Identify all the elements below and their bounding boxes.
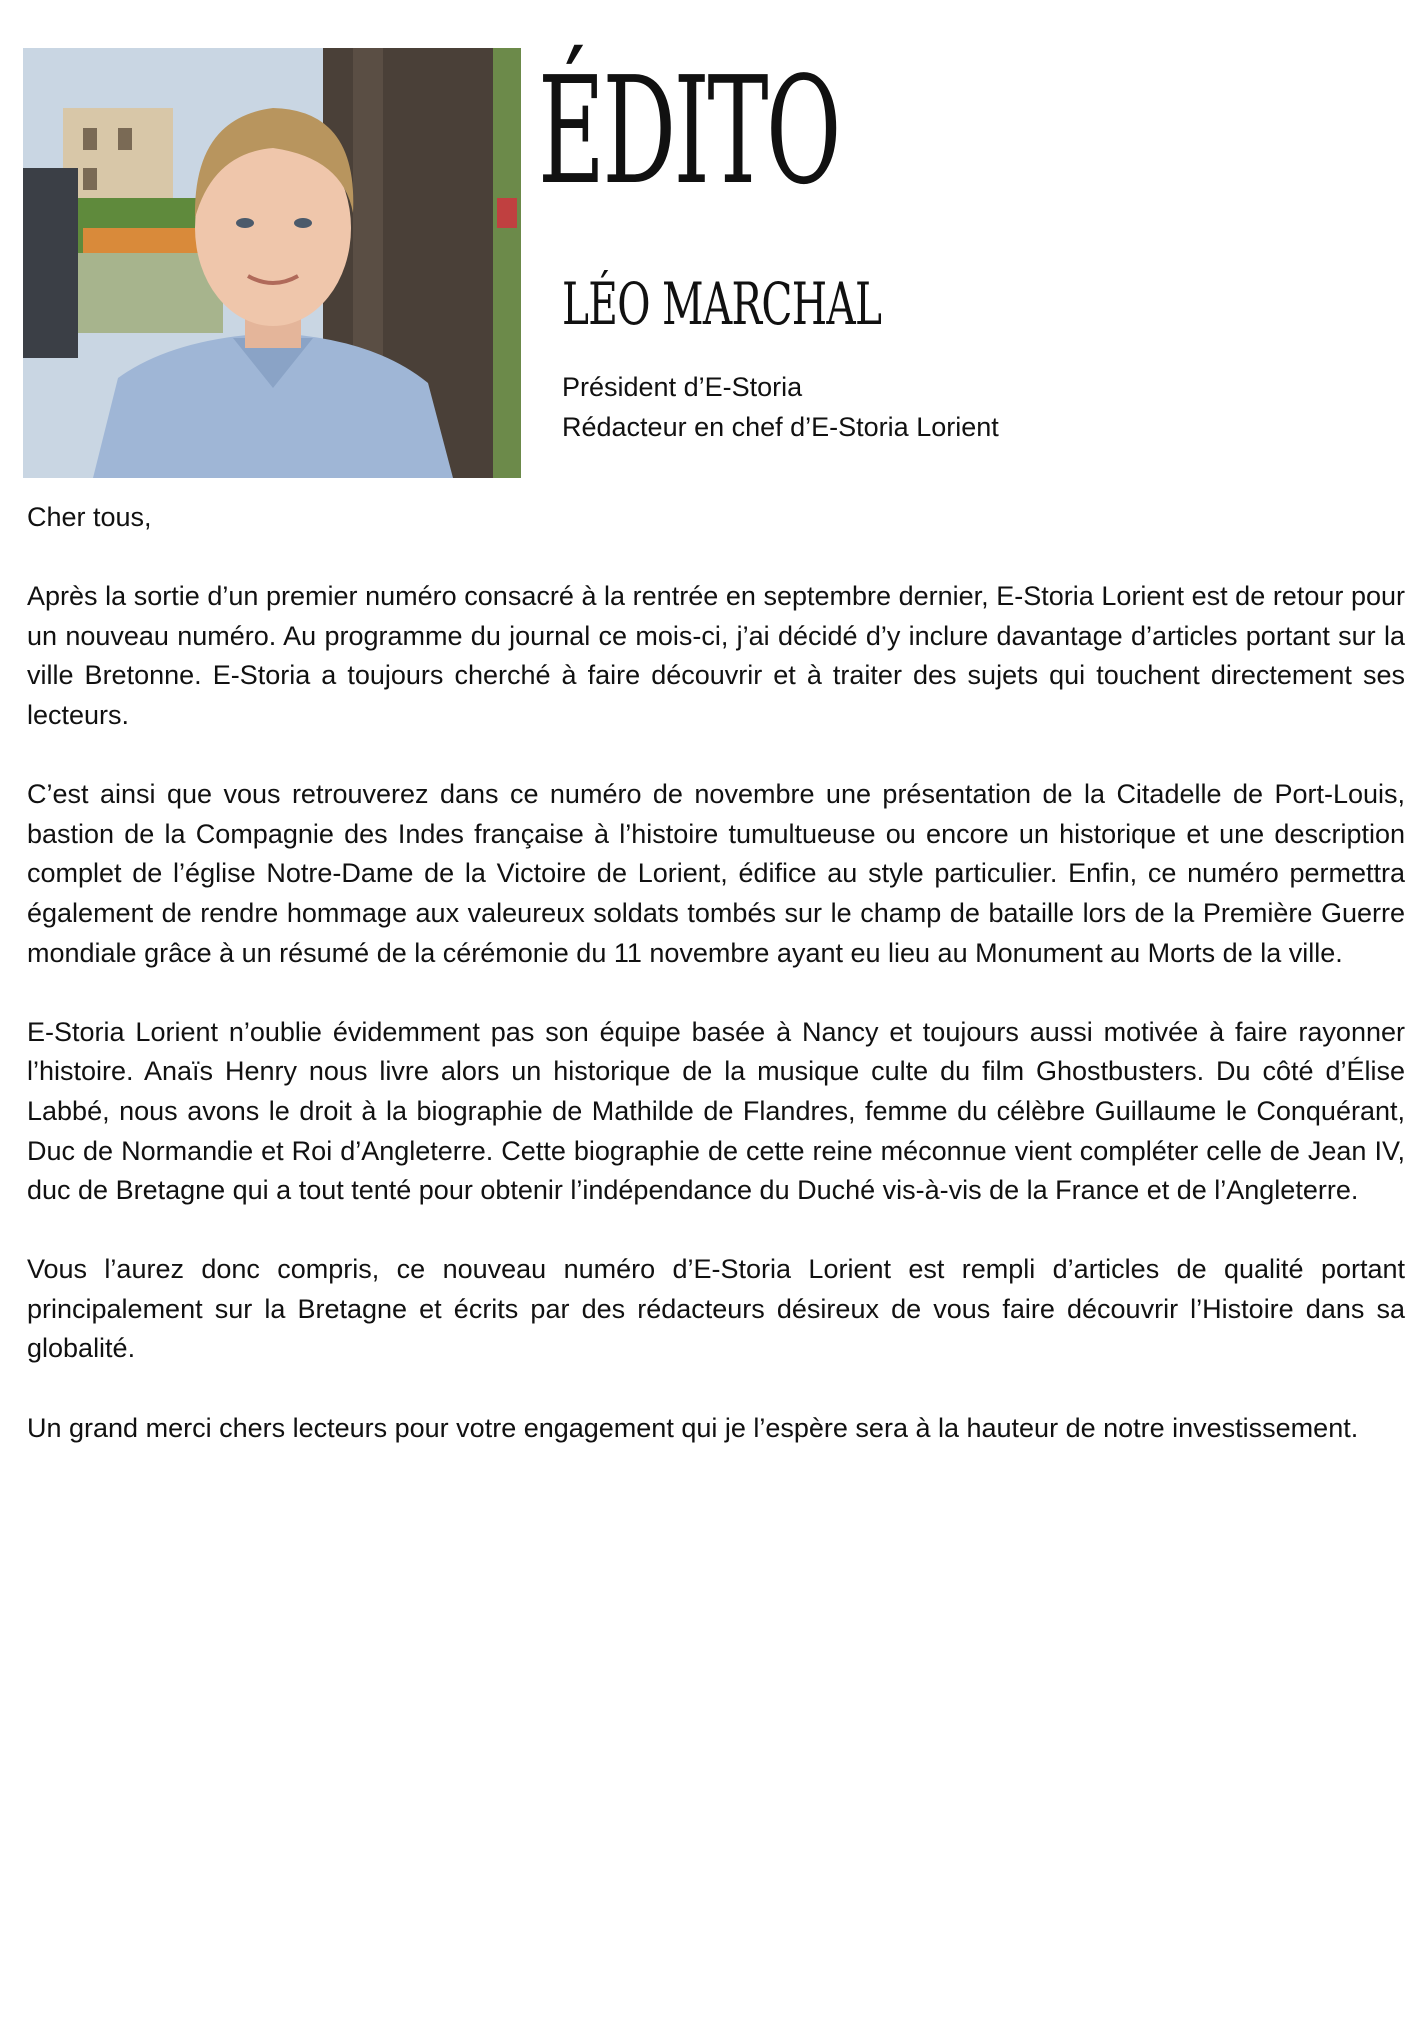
- article-paragraph-4: Vous l’aurez donc compris, ce nouveau numéro d’E-Storia Lorient est rempli d’articles de qualité portant principalement sur la Bretagne et écrits par des rédacteurs désireux de vous faire découvrir l’Histoire dans sa globalité.: [27, 1254, 1405, 1364]
- author-photo: [23, 48, 521, 478]
- article-paragraph-5: Un grand merci chers lecteurs pour votre engagement qui je l’espère sera à la hauteur de notre investissement.: [27, 1412, 1359, 1443]
- article-paragraph-2: C’est ainsi que vous retrouverez dans ce numéro de novembre une présentation de la Citadelle de Port-Louis, bastion de la Compagnie des Indes française à l’histoire tumultueuse ou encore un historique et une description complet de l’église Notre-Dame de la Victoire de Lorient, édifice au style particulier. Enfin, ce numéro permettra également de rendre hommage aux valeureux soldats tombés sur le champ de bataille lors de la Première Guerre mondiale grâce à un résumé de la cérémonie du 11 novembre ayant eu lieu au Monument au Morts de la ville.: [27, 779, 1405, 968]
- author-role: [562, 367, 999, 447]
- edito-heading: ÉDITO: [538, 45, 839, 217]
- article-body: [27, 498, 1405, 1488]
- author-role-line-1: Président d’E-Storia: [562, 372, 803, 402]
- author-name: LÉO MARCHAL: [562, 270, 882, 338]
- author-role-line-2: Rédacteur en chef d’E-Storia Lorient: [562, 412, 999, 442]
- article-greeting: Cher tous,: [27, 502, 152, 532]
- article-paragraph-1: Après la sortie d’un premier numéro consacré à la rentrée en septembre dernier, E-Storia Lorient est de retour pour un nouveau numéro. Au programme du journal ce mois-ci, j’ai décidé d’y inclure davantage d’articles portant sur la ville Bretonne. E-Storia a toujours cherché à faire découvrir et à traiter des sujets qui touchent directement ses lecteurs.: [27, 581, 1405, 730]
- article-paragraph-3: E-Storia Lorient n’oublie évidemment pas son équipe basée à Nancy et toujours aussi motivée à faire rayonner l’histoire. Anaïs Henry nous livre alors un historique de la musique culte du film Ghostbusters. Du côté d’Élise Labbé, nous avons le droit à la biographie de Mathilde de Flandres, femme du célèbre Guillaume le Conquérant, Duc de Normandie et Roi d’Angleterre. Cette biographie de cette reine méconnue vient compléter celle de Jean IV, duc de Bretagne qui a tout tenté pour obtenir l’indépendance du Duché vis-à-vis de la France et de l’Angleterre.: [27, 1016, 1405, 1206]
- author-portrait-image: [23, 48, 521, 478]
